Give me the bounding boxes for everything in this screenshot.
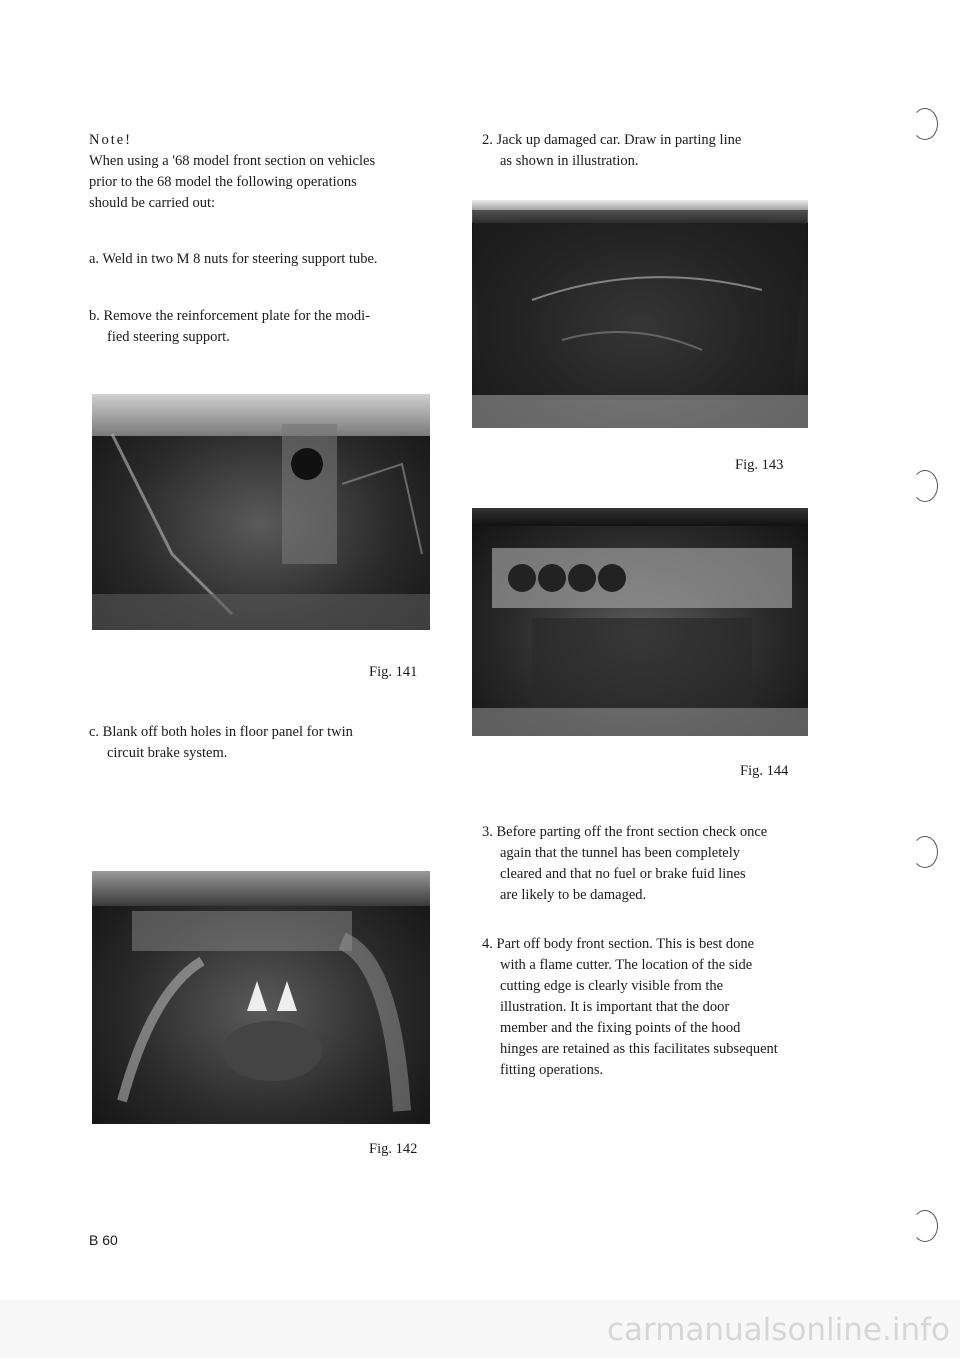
step-3 xyxy=(482,822,842,906)
step-c-line-2: circuit brake system. xyxy=(107,745,228,761)
step-4-line-3: cutting edge is clearly visible from the xyxy=(500,978,724,994)
figure-142-illustration xyxy=(92,871,430,1124)
step-4-line-7: fitting operations. xyxy=(500,1062,604,1078)
step-4-line-4: illustration. It is important that the door xyxy=(500,999,730,1015)
watermark-bar xyxy=(0,1300,960,1358)
step-a-text: a. Weld in two M 8 nuts for steering support tube. xyxy=(89,251,378,267)
step-4-line-2: with a flame cutter. The location of the side xyxy=(500,957,753,973)
binder-hole-icon xyxy=(912,836,938,868)
step-c-line-1: c. Blank off both holes in floor panel for twin xyxy=(89,724,353,740)
step-4 xyxy=(482,934,842,1081)
figure-143-illustration xyxy=(472,200,808,428)
step-a xyxy=(89,249,434,270)
note-title: Note! xyxy=(89,132,133,148)
note-line-3: should be carried out: xyxy=(89,195,216,211)
figure-142-caption: Fig. 142 xyxy=(369,1141,418,1157)
binder-hole-icon xyxy=(912,470,938,502)
step-2-line-1: 2. Jack up damaged car. Draw in parting line xyxy=(482,132,742,148)
step-4-line-1: 4. Part off body front section. This is best done xyxy=(482,936,755,952)
page-number: B 60 xyxy=(89,1232,118,1248)
note-line-1: When using a '68 model front section on vehicles xyxy=(89,153,376,169)
step-b xyxy=(89,306,434,348)
figure-141-caption: Fig. 141 xyxy=(369,664,418,680)
step-2 xyxy=(482,130,827,172)
figure-143-photo xyxy=(472,200,808,428)
step-3-line-2: again that the tunnel has been completely xyxy=(500,845,740,861)
note-line-2: prior to the 68 model the following operations xyxy=(89,174,357,190)
figure-143-caption: Fig. 143 xyxy=(735,457,784,473)
step-4-line-6: hinges are retained as this facilitates subsequent xyxy=(500,1041,778,1057)
step-b-line-1: b. Remove the reinforcement plate for the modi- xyxy=(89,308,371,324)
note-block xyxy=(89,130,429,214)
step-3-line-3: cleared and that no fuel or brake fuid lines xyxy=(500,866,746,882)
figure-141-photo xyxy=(92,394,430,630)
figure-144-caption: Fig. 144 xyxy=(740,763,789,779)
figure-144-photo xyxy=(472,508,808,736)
watermark-text: carmanualsonline.info xyxy=(606,1312,950,1348)
step-4-line-5: member and the fixing points of the hood xyxy=(500,1020,741,1036)
figure-142-photo xyxy=(92,871,430,1124)
step-c xyxy=(89,722,434,764)
figure-144-illustration xyxy=(472,508,808,736)
step-b-line-2: fied steering support. xyxy=(107,329,230,345)
figure-141-illustration xyxy=(92,394,430,630)
binder-hole-icon xyxy=(912,108,938,140)
step-2-line-2: as shown in illustration. xyxy=(500,153,639,169)
binder-hole-icon xyxy=(912,1210,938,1242)
step-3-line-1: 3. Before parting off the front section check once xyxy=(482,824,768,840)
step-3-line-4: are likely to be damaged. xyxy=(500,887,647,903)
